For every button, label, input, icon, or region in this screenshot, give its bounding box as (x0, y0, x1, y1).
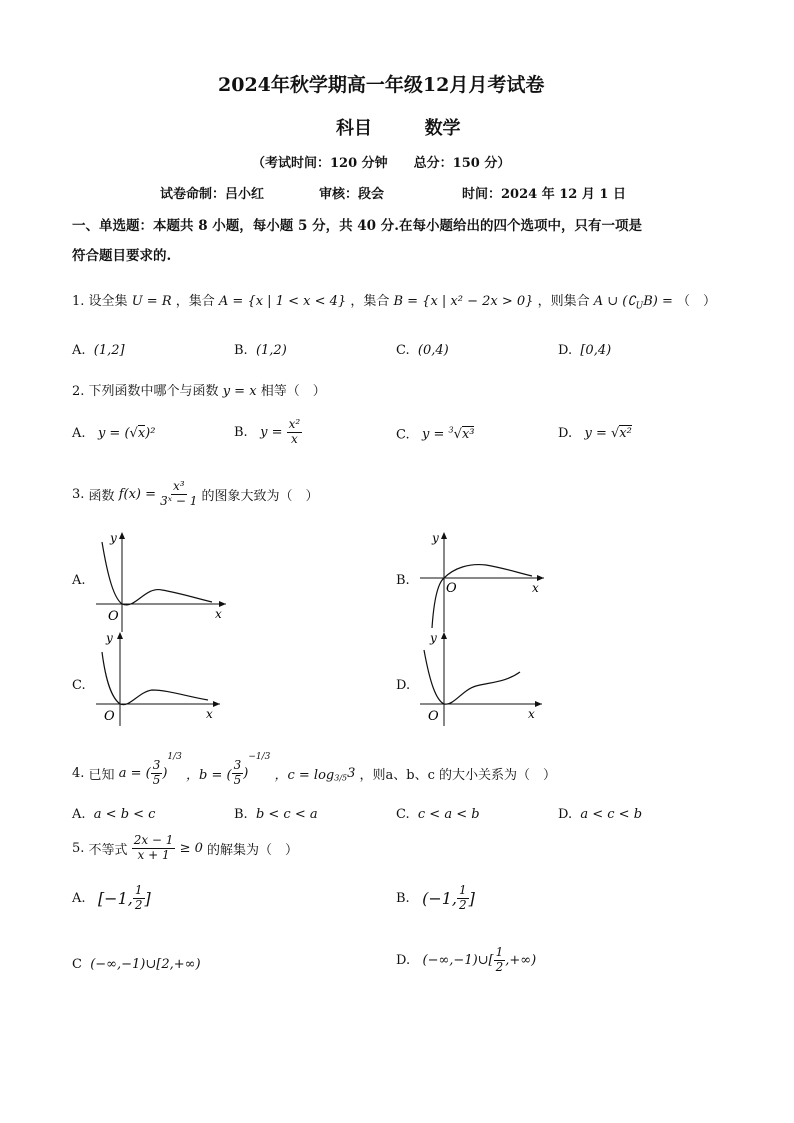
axis-label-x: x (206, 707, 213, 721)
axis-label-x: x (215, 607, 222, 621)
q3-text: 函数 (88, 488, 115, 504)
question-number: 1. (72, 294, 85, 309)
q4-option-d[interactable]: D. a < c < b (558, 807, 643, 822)
q2-option-c[interactable]: C. y = $^3$√x³ (396, 426, 475, 443)
question-3 (72, 480, 319, 509)
q3-graph-c[interactable] (90, 628, 230, 728)
subject-name: 数学 (424, 118, 461, 139)
q1-answer-blank: （ ） (677, 294, 717, 309)
q1-option-d[interactable]: D. [0,4) (558, 343, 612, 358)
q4-option-a[interactable]: A. a < b < c (72, 807, 156, 822)
origin-label: O (108, 609, 119, 624)
q2-option-d[interactable]: D. y = √x² (558, 426, 632, 441)
section-heading-cont: 符合题目要求的. (72, 248, 172, 264)
q5-text: 的解集为（ ） (207, 842, 299, 858)
question-4: 4. 已知 a = ( $\frac{3}{5}$ )$^{1/3}$ ，b = ( $\frac{3}{5}$ )$^{-1/3}$ ，$c = \log_{3/5}3$ ，则a、b、c 的大小关系为（ ） (72, 752, 557, 787)
axis-label-x: x (532, 581, 539, 595)
author: 试卷命制：吕小红 (160, 187, 265, 202)
q4-option-c[interactable]: C. c < a < b (396, 807, 480, 822)
exam-title: 2024年秋学期高一年级12月月考试卷 (218, 74, 545, 96)
origin-label: O (446, 581, 457, 596)
q2-function: y = x (222, 384, 257, 399)
q3-text: 的图象大致为（ ） (201, 488, 319, 504)
q2-option-b[interactable]: B. y = $\frac{\text{x²}}{x}$ (234, 417, 301, 446)
q4-b: ，b = ( (186, 768, 232, 783)
q1-text: ，集合 (175, 294, 215, 309)
q4-b-exponent: −1/3 (248, 752, 271, 762)
axis-label-y: y (106, 631, 113, 645)
axis-label-y: y (430, 631, 437, 645)
q1-expression: A ∪ $(∁_UB)$ = (593, 294, 673, 312)
q3-graph-a[interactable] (90, 528, 230, 633)
q1-option-a[interactable]: A. (1,2] (72, 343, 125, 358)
q1-text: ，则集合 (537, 294, 590, 309)
q4-option-b[interactable]: B. b < c < a (234, 807, 318, 822)
q5-option-b[interactable]: B. (−1, $\frac{1}{2}$ ] (396, 883, 475, 912)
exam-date: 时间：2024 年 12 月 1 日 (462, 187, 626, 202)
q5-option-a[interactable]: A. [−1, $\frac{1}{2}$ ] (72, 883, 151, 912)
q5-option-c[interactable]: C (−∞,−1)∪[2,+∞) (72, 957, 201, 972)
q1-option-b[interactable]: B. (1,2) (234, 343, 287, 358)
q3-function: f(x) = (118, 486, 157, 502)
q1-set-a: A = {x | 1 < x < 4} (218, 294, 347, 309)
exam-info: （考试时间：120 分钟 总分：150 分） (252, 156, 511, 171)
axis-label-x: x (528, 707, 535, 721)
q4-a: a = ( (118, 766, 151, 781)
subject-line (336, 114, 461, 140)
q4-a-exponent: 1/3 (167, 752, 182, 762)
question-number: 2. (72, 384, 85, 399)
question-5 (72, 834, 298, 863)
q4-c: ，c = log (274, 768, 335, 783)
q2-text: 下列函数中哪个与函数 (88, 384, 219, 399)
section-heading: 一、单选题：本题共 8 小题，每小题 5 分，共 40 分.在每小题给出的四个选项中，只有一项是 (72, 218, 642, 234)
q3-graph-b[interactable] (414, 528, 554, 633)
q3-graph-d[interactable] (414, 628, 554, 728)
question-number: 5. (72, 840, 85, 856)
q5-option-d[interactable]: D. (−∞,−1)∪[ $\frac{1}{2}$ ,+∞) (396, 945, 537, 974)
q5-fraction: $\frac{2x - 1}{x + 1}$ (133, 833, 174, 862)
q3-option-b-label[interactable]: B. (396, 573, 410, 588)
q3-option-c-label[interactable]: C. (72, 678, 86, 693)
q4-text: ，则a、b、c 的大小关系为（ ） (359, 768, 557, 783)
question-number: 3. (72, 486, 85, 502)
axis-label-y: y (110, 531, 117, 545)
origin-label: O (428, 709, 439, 724)
q4-text: 已知 (88, 768, 115, 783)
q2-option-a[interactable]: A. y = (√x)² (72, 426, 156, 441)
axis-label-y: y (432, 531, 439, 545)
origin-label: O (104, 709, 115, 724)
subject-label: 科目 (336, 118, 372, 139)
q3-fraction: $\frac{\text{x³}}{\text{3ˣ − 1}}$ (160, 479, 198, 508)
q5-text: 不等式 (88, 842, 128, 858)
q3-option-d-label[interactable]: D. (396, 678, 411, 693)
q5-inequality: ≥ 0 (179, 840, 203, 856)
q1-text: 设全集 (88, 294, 128, 309)
q1-text: ，集合 (350, 294, 390, 309)
q2-text: 相等（ ） (260, 384, 326, 399)
question-number: 4. (72, 766, 85, 781)
q1-universal-set: U = R (131, 294, 172, 309)
q3-option-a-label[interactable]: A. (72, 573, 86, 588)
q1-set-b: B = {x | x² − 2x > 0} (393, 294, 534, 309)
q4-c-base: 3/5 (334, 773, 348, 783)
question-2 (72, 380, 326, 399)
question-1 (72, 290, 716, 312)
q1-option-c[interactable]: C. (0,4) (396, 343, 449, 358)
reviewer: 审核：段会 (319, 187, 385, 202)
